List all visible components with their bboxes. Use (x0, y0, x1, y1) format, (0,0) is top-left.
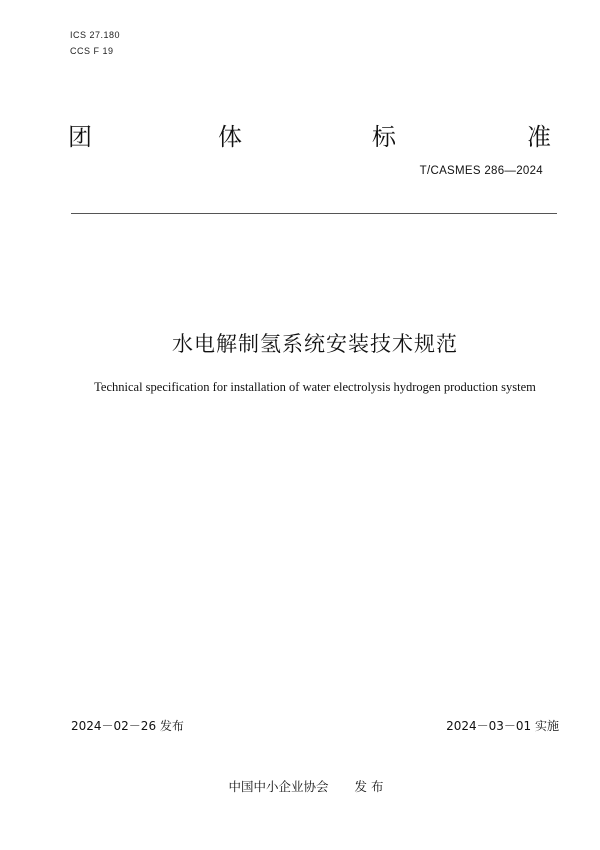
ccs-code: CCS F 19 (70, 46, 114, 56)
standard-number: T/CASMES 286—2024 (419, 165, 543, 177)
ics-code: ICS 27.180 (70, 30, 121, 40)
category-char-1: 团 (68, 123, 92, 151)
category-char-4: 准 (527, 123, 551, 151)
publisher-line (0, 777, 600, 795)
category-char-3: 标 (372, 123, 396, 151)
publisher-name: 中国中小企业协会 (228, 779, 329, 794)
english-title: Technical specification for installation of water electrolysis hydrogen production system (94, 380, 536, 394)
issue-date: 2024－02－26 发布 (71, 719, 184, 733)
implementation-date: 2024－03－01 实施 (446, 719, 559, 733)
header-divider (71, 213, 557, 214)
category-char-2: 体 (218, 123, 242, 151)
chinese-title: 水电解制氢系统安装技术规范 (172, 332, 458, 356)
publisher-action: 发 布 (354, 779, 384, 794)
